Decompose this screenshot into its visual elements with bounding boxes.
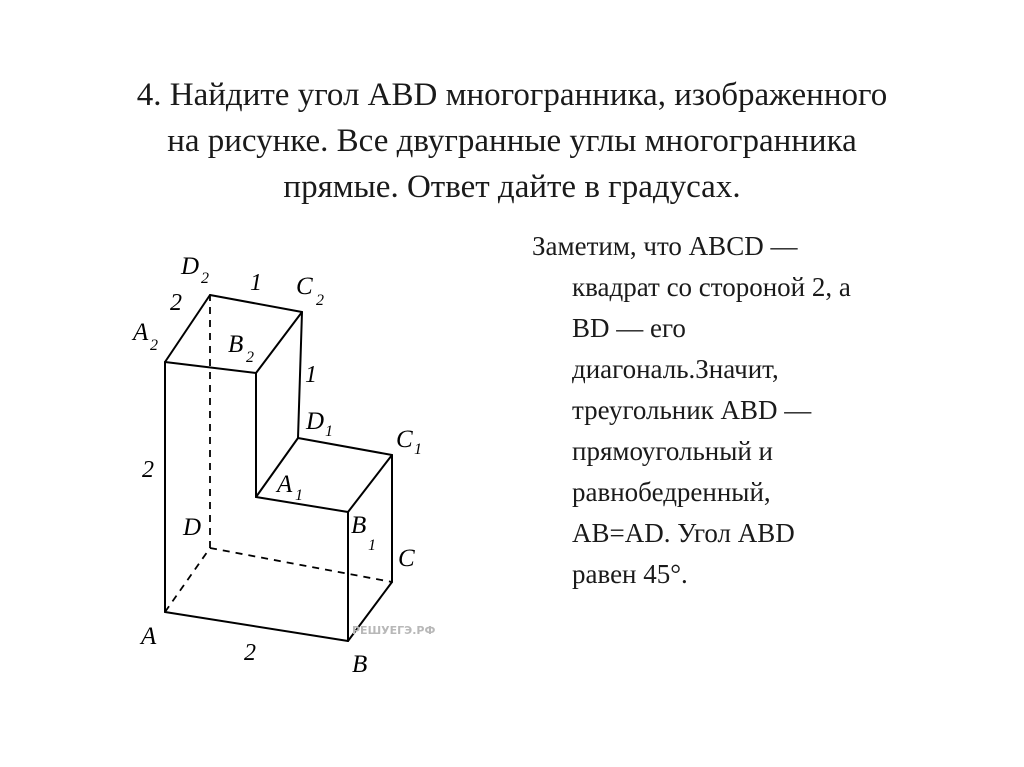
edge-A-B [165, 612, 348, 641]
label-A1-sub: 1 [295, 487, 303, 504]
label-A2-sub: 2 [150, 337, 158, 354]
label-C1: C [396, 426, 413, 453]
solution-line: прямоугольный и [572, 436, 773, 466]
label-C1-sub: 1 [414, 441, 422, 458]
solution-line: равен 45°. [572, 559, 688, 589]
edge-D1-C2 [298, 312, 302, 438]
edge-D2-C2 [210, 295, 302, 312]
solution-line: квадрат со стороной 2, а [572, 272, 851, 302]
label-C2: C [296, 273, 313, 300]
solution-line: Заметим, что ABCD — [532, 231, 798, 261]
label-C2-sub: 2 [316, 292, 324, 309]
label-A2: A [133, 319, 149, 346]
length-label-upper-right: 1 [305, 362, 317, 388]
label-A: A [141, 623, 157, 650]
label-B2-sub: 2 [246, 349, 254, 366]
hidden-edge-A-D [165, 548, 210, 612]
title-line: прямые. Ответ дайте в градусах. [283, 169, 741, 205]
label-D1: D [306, 408, 325, 435]
label-D2-sub: 2 [201, 270, 209, 287]
watermark: РЕШУЕГЭ.РФ [352, 624, 436, 637]
label-D2: D [181, 253, 200, 280]
edge-B1-C1 [348, 455, 392, 512]
length-label-top: 1 [250, 270, 262, 296]
title-line: 4. Найдите угол ABD многогранника, изображенного [136, 77, 888, 113]
label-B1: B [351, 512, 367, 539]
solution-line: диагональ.Значит, [572, 354, 779, 384]
label-D1-sub: 1 [325, 423, 333, 440]
solution-line: равнобедренный, [572, 477, 771, 507]
solution-line: AB=AD. Угол ABD [572, 518, 795, 548]
edge-D1-C1 [298, 438, 392, 455]
hidden-edge-D-C [210, 548, 392, 582]
length-label-left-top: 2 [170, 290, 182, 316]
label-B: B [352, 651, 368, 678]
solution-line: треугольник ABD — [572, 395, 812, 425]
label-D: D [183, 514, 202, 541]
solution-text [532, 226, 952, 595]
solution-line: BD — его [572, 313, 686, 343]
length-label-left: 2 [142, 457, 154, 483]
label-A1: A [277, 471, 293, 498]
title-line: на рисунке. Все двугранные углы многогранника [167, 123, 857, 159]
edge-B2-C2 [256, 312, 302, 373]
length-label-bottom: 2 [244, 640, 256, 666]
label-B2: B [228, 331, 244, 358]
label-B1-sub: 1 [368, 537, 376, 554]
label-C: C [398, 545, 415, 572]
